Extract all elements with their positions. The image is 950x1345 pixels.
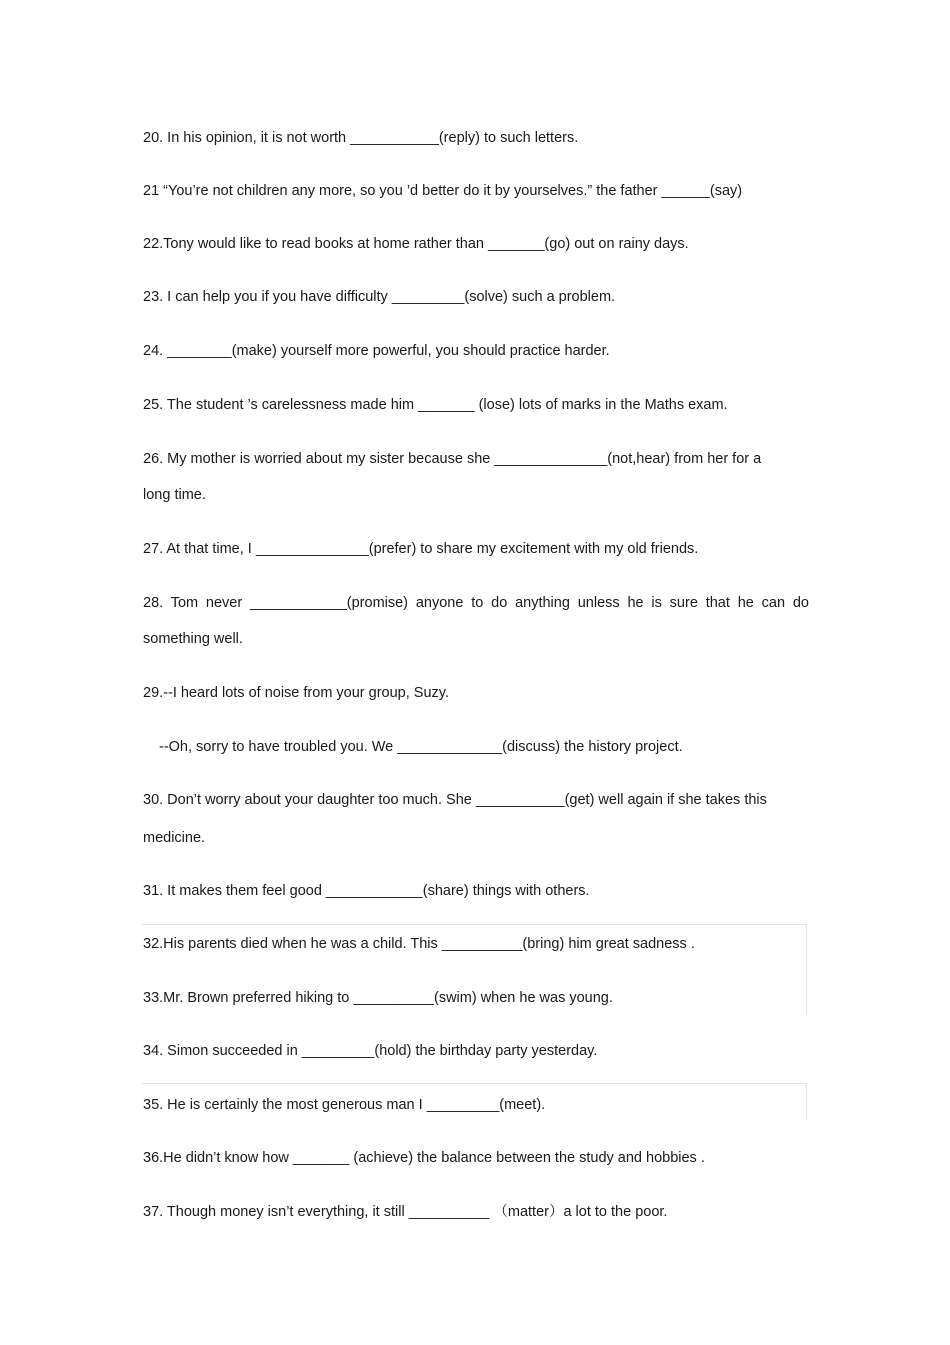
question-33: 33.Mr. Brown preferred hiking to __________(swim) when he was young. [143,990,613,1006]
question-36: 36.He didn’t know how _______ (achieve) the balance between the study and hobbies . [143,1150,705,1166]
question-23: 23. I can help you if you have difficulty _________(solve) such a problem. [143,289,616,305]
question-25: 25. The student ’s carelessness made him _______ (lose) lots of marks in the Maths exam. [143,397,728,413]
question-20: 20. In his opinion, it is not worth ___________(reply) to such letters. [143,130,579,146]
question-32: 32.His parents died when he was a child. This __________(bring) him great sadness . [143,936,695,952]
question-29-line-2: --Oh, sorry to have troubled you. We _____________(discuss) the history project. [159,739,683,755]
question-24: 24. ________(make) yourself more powerful, you should practice harder. [143,343,610,359]
question-28-line-1: 28. Tom never ____________(promise) anyone to do anything unless he is sure that he can do [143,595,809,611]
question-35: 35. He is certainly the most generous man I _________(meet). [143,1097,546,1113]
question-21: 21 “You’re not children any more, so you ’d better do it by yourselves.” the father ______(say) [143,183,743,199]
question-22: 22.Tony would like to read books at home rather than _______(go) out on rainy days. [143,236,689,252]
question-26-line-2: long time. [143,487,206,503]
question-29-line-1: 29.--I heard lots of noise from your group, Suzy. [143,685,449,701]
question-37: 37. Though money isn’t everything, it still __________ （matter）a lot to the poor. [143,1204,668,1220]
question-34: 34. Simon succeeded in _________(hold) the birthday party yesterday. [143,1043,598,1059]
question-31: 31. It makes them feel good ____________(share) things with others. [143,883,590,899]
question-28-line-2: something well. [143,631,243,647]
question-26-line-1: 26. My mother is worried about my sister because she ______________(not,hear) from her for a [143,451,762,467]
question-30-line-1: 30. Don’t worry about your daughter too much. She ___________(get) well again if she takes this [143,792,767,808]
question-27: 27. At that time, I ______________(prefer) to share my excitement with my old friends. [143,541,699,557]
question-30-line-2: medicine. [143,830,206,846]
